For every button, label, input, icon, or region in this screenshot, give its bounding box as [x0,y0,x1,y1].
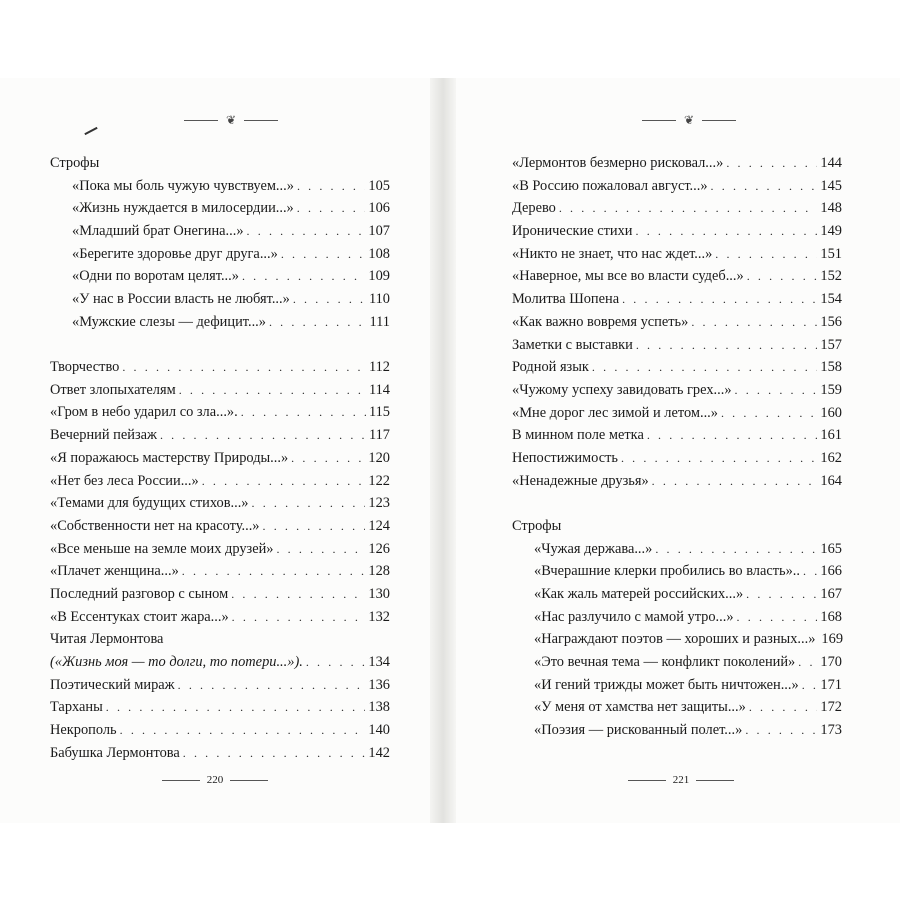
toc-entry-page: 169 [821,631,844,648]
dot-leader [247,220,366,243]
toc-entry-title: «Одни по воротам целят...» [72,268,239,285]
toc-entry [50,696,390,719]
toc-entry-page: 148 [820,200,842,217]
dot-leader [622,288,817,311]
toc-entry-title: Вечерний пейзаж [50,427,157,444]
toc-entry-title: Творчество [50,359,120,376]
toc-entry [512,447,842,470]
toc-entry-title: «Собственности нет на красоту...» [50,517,260,534]
toc-entry-page: 162 [820,449,842,466]
toc-entry [50,515,390,538]
toc-entry [512,515,842,538]
toc-entry-page: 164 [820,472,842,489]
toc-entry [512,538,842,561]
dot-leader [106,696,366,719]
toc-entry [512,152,842,175]
toc-entry-page: 172 [820,699,842,716]
toc-entry [50,356,390,379]
toc-entry-page: 151 [820,245,842,262]
toc-entry-page: 109 [368,268,390,285]
dot-leader [636,220,818,243]
toc-entry-page: 130 [368,585,390,602]
toc-entry-page: 144 [820,155,842,171]
toc-entry [512,674,842,697]
toc-entry-title: «Ненадежные друзья» [512,472,649,489]
toc-entry-title: «Как важно вовремя успеть» [512,313,689,330]
toc-entry [512,197,842,220]
toc-entry-title: «Темами для будущих стихов...» [50,495,249,512]
flourish-icon: ❦ [225,113,237,127]
toc-entry-page: 132 [368,608,390,625]
toc-entry-page: 159 [820,381,842,398]
toc-entry-page: 110 [368,291,390,308]
book-gutter [430,78,456,823]
dot-leader [160,424,366,447]
toc-entry [50,492,390,515]
toc-entry [50,628,390,651]
toc-entry-title: «У меня от хамства нет защиты...» [534,699,746,716]
toc-entry [50,401,390,424]
toc-entry [50,538,390,561]
toc-entry [50,175,390,198]
page-number-left-text: 220 [206,774,224,786]
dot-leader [231,583,365,606]
toc-entry [50,606,390,629]
toc-entry [50,583,390,606]
toc-entry-page: 140 [368,722,390,739]
toc-entry-page: 157 [820,336,842,353]
toc-entry-page: 120 [368,449,390,466]
toc-entry-title: Некрополь [50,722,117,739]
toc-entry [512,356,842,379]
toc-entry [50,470,390,493]
page-number-right-text: 221 [672,774,690,786]
dot-leader [802,674,818,697]
toc-entry-title: Бабушка Лермонтова [50,744,180,761]
toc-entry-page: 108 [368,245,390,262]
dot-leader [636,334,818,357]
toc-entry-page: 167 [820,585,842,602]
dot-leader [652,470,818,493]
dot-leader [276,538,365,561]
toc-entry [512,696,842,719]
dot-leader [293,288,366,311]
toc-entry-title: «Нас разлучило с мамой утро...» [534,608,734,625]
dot-leader [747,265,818,288]
toc-entry-page: 111 [369,313,390,330]
toc-entry-title: «Вчерашние клерки пробились во власть».. [534,563,800,580]
toc-entry-title: Иронические стихи [512,223,633,240]
toc-entry-page: 138 [368,699,390,716]
toc-entry-page: 152 [820,268,842,285]
toc-entry-page: 166 [820,563,842,580]
toc-entry [50,424,390,447]
toc-entry-page: 168 [820,608,842,625]
dot-leader [735,379,818,402]
dot-leader [241,401,366,424]
dot-leader [721,402,817,425]
toc-entry [50,674,390,697]
toc-entry-title: Непостижимость [512,449,618,466]
toc-entry-page: 161 [820,427,842,444]
toc-entry-page: 160 [820,404,842,421]
toc-entry [512,311,842,334]
toc-entry-title: Тарханы [50,699,103,716]
toc-entry-page: 156 [820,313,842,330]
toc-entry-page: 112 [368,359,390,376]
toc-entry [50,719,390,742]
toc-entry-title: «Чужому успеху завидовать грех...» [512,381,732,398]
toc-entry-title: Заметки с выставки [512,336,633,353]
toc-entry-title: «Лермонтов безмерно рисковал...» [512,155,724,171]
toc-entry-title: «И гений трижды может быть ничтожен...» [534,676,799,693]
dot-leader [252,492,366,515]
header-ornament-right [642,112,736,128]
toc-entry-page: 107 [368,223,390,240]
toc-entry-title: «Я поражаюсь мастерству Природы...» [50,449,289,466]
toc-entry-title: «Жизнь нуждается в милосердии...» [72,200,294,217]
dot-leader [559,197,818,220]
toc-entry-page: 115 [368,404,390,421]
toc-entry [512,470,842,493]
dot-leader [179,379,366,402]
toc-entry [50,311,390,334]
toc-entry-page: 145 [820,177,842,194]
toc-entry-page: 128 [368,563,390,580]
toc-entry-title: «У нас в России власть не любят...» [72,291,290,308]
dot-leader [737,606,818,629]
dot-leader [306,651,366,674]
toc-entry [50,560,390,583]
header-ornament-left [184,112,278,128]
toc-entry-title: «В Ессентуках стоит жара...» [50,608,229,625]
toc-entry-title: Последний разговор с сыном [50,585,229,602]
toc-entry [512,220,842,243]
toc-entry [50,447,390,470]
page-number-right [616,772,746,788]
dot-leader [242,265,365,288]
toc-entry-title: «Чужая держава...» [534,540,653,557]
toc-entry [50,243,390,266]
toc-entry [512,175,842,198]
toc-entry-page: 114 [368,381,390,398]
dot-leader [202,470,366,493]
toc-entry-title: Поэтический мираж [50,676,175,693]
toc-entry-page: 158 [820,359,842,376]
toc-entry-title: Строфы [512,517,562,534]
dot-leader [291,447,365,470]
dot-leader [592,356,817,379]
toc-entry-page: 136 [368,676,390,693]
toc-entry-title: «Никто не знает, что нас ждет...» [512,245,713,262]
page-number-left [150,772,280,788]
dot-leader [726,152,817,175]
toc-entry-title: «Поэзия — рискованный полет...» [534,722,743,739]
dot-leader [182,560,366,583]
toc-entry-title: «Все меньше на земле моих друзей» [50,540,274,557]
dot-leader [749,696,818,719]
toc-entry [512,265,842,288]
toc-entry-page: 134 [368,654,390,671]
toc-entry-title: «Берегите здоровье друг друга...» [72,245,278,262]
dot-leader [711,175,818,198]
toc-entry-title: Дерево [512,200,556,217]
toc-entry-title: «Награждают поэтов — хороших и разных...» [534,631,816,648]
dot-leader [655,538,817,561]
toc-entry [512,402,842,425]
dot-leader [297,175,365,198]
toc-entry [512,334,842,357]
toc-entry-page: 126 [368,540,390,557]
toc-entry [50,651,390,674]
dot-leader [232,606,366,629]
toc-entry-page: 173 [820,722,842,739]
toc-entry [50,379,390,402]
toc-entry-title: «Гром в небо ударил со зла...». [50,404,238,421]
toc-entry-page: 117 [368,427,390,444]
toc-entry-title: «В Россию пожаловал август...» [512,177,708,194]
dot-leader [297,197,366,220]
dot-leader [745,719,817,742]
toc-entry-page: 123 [368,495,390,512]
toc-entry [512,288,842,311]
dot-leader [798,651,817,674]
toc-entry-title: Молитва Шопена [512,291,620,308]
toc-entry-title: «Мне дорог лес зимой и летом...» [512,404,718,421]
toc-entry-page: 124 [368,517,390,534]
toc-entry [50,152,390,175]
toc-entry-title: Строфы [50,155,100,171]
toc-entry [50,220,390,243]
toc-right [512,152,842,742]
toc-entry [50,742,390,765]
dot-leader [803,560,817,583]
toc-entry-title: («Жизнь моя — то долги, то потери...»). [50,654,303,671]
dot-leader [183,742,366,765]
toc-entry [512,379,842,402]
dot-leader [691,311,817,334]
toc-entry-page: 154 [820,291,842,308]
toc-entry-title: Родной язык [512,359,589,376]
dot-leader [746,583,817,606]
toc-entry-title: «Пока мы боль чужую чувствуем...» [72,177,294,194]
toc-entry-title: «Нет без леса России...» [50,472,199,489]
toc-entry [512,606,842,629]
toc-entry-title: «Наверное, мы все во власти судеб...» [512,268,744,285]
toc-entry-page: 171 [820,676,842,693]
toc-entry [512,651,842,674]
toc-entry-page: 170 [820,654,842,671]
toc-entry [512,560,842,583]
toc-left [50,152,390,764]
toc-entry-title: «Младший брат Онегина...» [72,223,244,240]
toc-entry [512,424,842,447]
toc-entry-title: «Это вечная тема — конфликт поколений» [534,654,796,671]
toc-entry-title: Ответ злопыхателям [50,381,176,398]
toc-entry [50,288,390,311]
dot-leader [621,447,817,470]
toc-entry-title: Читая Лермонтова [50,631,164,648]
toc-entry [512,719,842,742]
toc-entry [512,583,842,606]
toc-entry-title: «Мужские слезы — дефицит...» [72,313,266,330]
toc-entry [50,197,390,220]
toc-entry [512,243,842,266]
toc-entry [50,265,390,288]
toc-entry-page: 106 [368,200,390,217]
dot-leader [647,424,818,447]
toc-entry-title: «Плачет женщина...» [50,563,179,580]
toc-entry-page: 105 [368,177,390,194]
flourish-icon: ❦ [683,113,695,127]
toc-entry-title: В минном поле метка [512,427,644,444]
toc-entry-page: 149 [820,223,842,240]
dot-leader [122,356,366,379]
toc-entry-page: 165 [820,540,842,557]
dot-leader [269,311,367,334]
dot-leader [263,515,366,538]
toc-entry-page: 122 [368,472,390,489]
toc-entry-title: «Как жаль матерей российских...» [534,585,744,602]
dot-leader [281,243,366,266]
toc-entry-page: 142 [368,744,390,761]
toc-entry [512,628,842,651]
dot-leader [178,674,366,697]
dot-leader [715,243,817,266]
dot-leader [120,719,366,742]
